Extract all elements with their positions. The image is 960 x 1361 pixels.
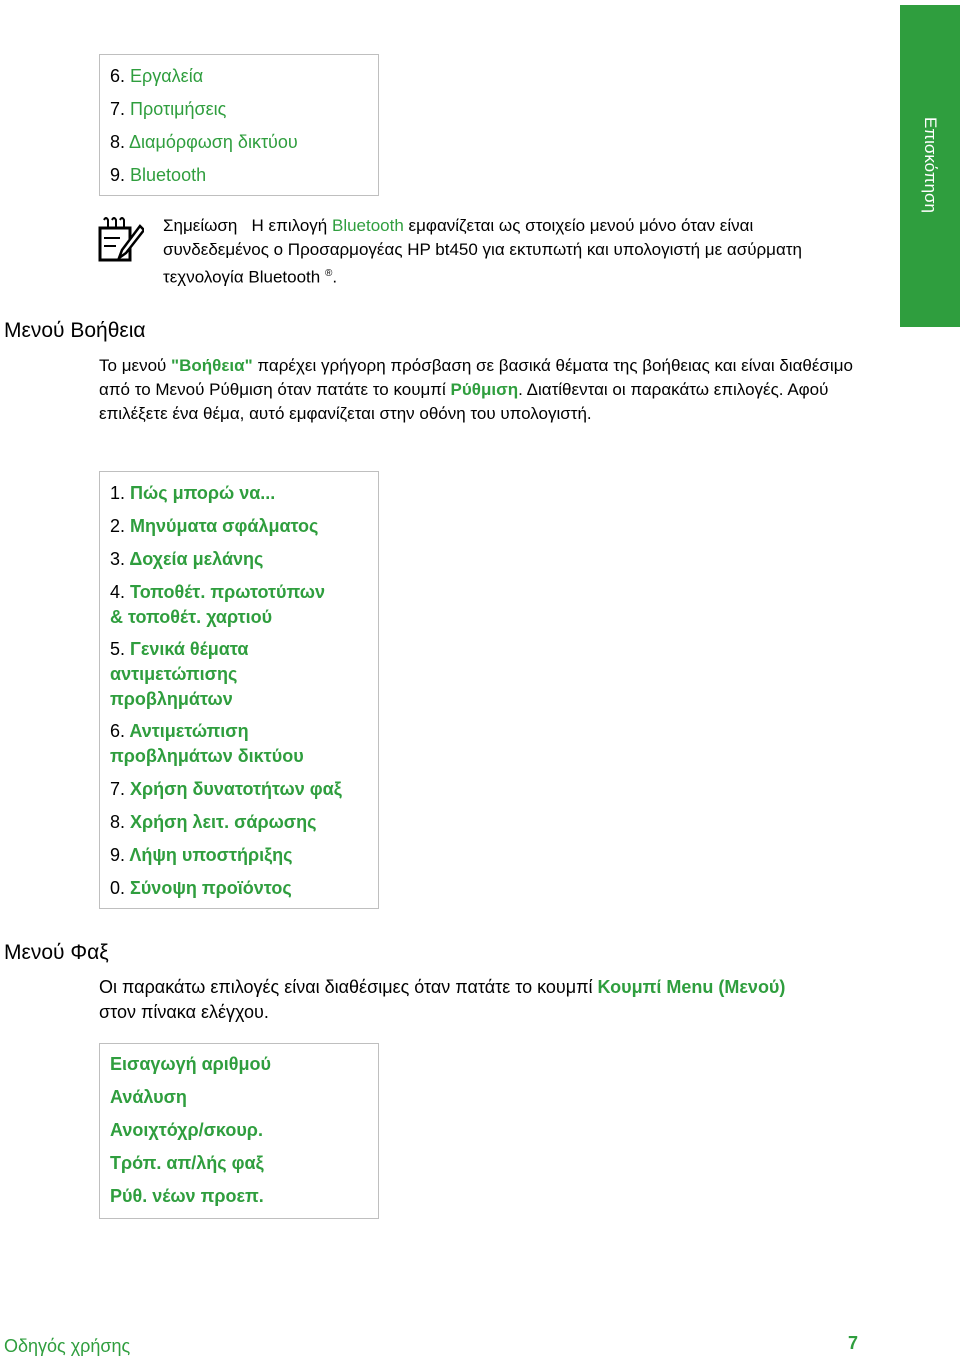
page-number: 7 xyxy=(848,1333,859,1353)
fax-menu-heading: Μενού Φαξ xyxy=(4,941,109,964)
note-text: Σημείωση Η επιλογή Bluetooth εμφανίζεται ως στοιχείο μενού μόνο όταν είναι συνδεδεμένος ο Προσαρμογέας HP bt450 για εκτυπωτή και υπολογιστή με ασύρματη τεχνολογία Bluetooth ®. xyxy=(163,216,802,287)
menu-item: Ρύθ. νέων προεπ. xyxy=(110,1186,264,1206)
menu-item: Εισαγωγή αριθμού xyxy=(110,1054,272,1074)
menu-item: 9. Bluetooth xyxy=(110,165,207,185)
note-icon xyxy=(98,216,144,264)
menu-item: 5. Γενικά θέματα αντιμετώπισης προβλημάτων xyxy=(110,639,249,709)
note-title: Σημείωση xyxy=(163,216,238,235)
menu-item: 6. Εργαλεία xyxy=(110,66,204,86)
menu-item: 8. Χρήση λειτ. σάρωσης xyxy=(110,812,317,832)
help-menu-description: Το μενού "Βοήθεια" παρέχει γρήγορη πρόσβαση σε βασικά θέματα της βοήθειας και είναι διαθέσιμο από το Μενού Ρύθμιση όταν πατάτε το κουμπί Ρύθμιση. Διατίθενται οι παρακάτω επιλογές. Αφού επιλέξετε ένα θέμα, αυτό εμφανίζεται στην οθόνη του υπολογιστή. xyxy=(99,356,853,423)
footer-title: Οδηγός χρήσης xyxy=(4,1336,131,1356)
section-tab-label: Επισκόπηση xyxy=(921,117,940,213)
menu-item: Τρόπ. απ/λής φαξ xyxy=(110,1153,264,1173)
note-highlight: Bluetooth xyxy=(331,216,404,235)
menu-item: 6. Αντιμετώπιση προβλημάτων δικτύου xyxy=(110,721,304,766)
fax-menu-box xyxy=(99,1043,379,1219)
menu-item: 7. Χρήση δυνατοτήτων φαξ xyxy=(110,779,342,799)
menu-item: 4. Τοποθέτ. πρωτοτύπων & τοποθέτ. χαρτιού xyxy=(110,582,325,627)
menu-item: 1. Πώς μπορώ να... xyxy=(110,483,276,503)
menu-item: Ανάλυση xyxy=(110,1087,187,1107)
section-tab xyxy=(900,5,960,327)
menu-item: 8. Διαμόρφωση δικτύου xyxy=(110,132,298,152)
network-menu-box xyxy=(99,54,379,196)
menu-item: 3. Δοχεία μελάνης xyxy=(110,549,264,569)
fax-menu-description: Οι παρακάτω επιλογές είναι διαθέσιμες όταν πατάτε το κουμπί Κουμπί Menu (Μενού) στον πίνακα ελέγχου. xyxy=(99,977,786,1022)
help-menu-box xyxy=(99,471,379,909)
help-menu-heading: Μενού Βοήθεια xyxy=(4,319,146,342)
menu-item: 9. Λήψη υποστήριξης xyxy=(110,845,293,865)
menu-item: 0. Σύνοψη προϊόντος xyxy=(110,878,292,898)
menu-item: 2. Μηνύματα σφάλματος xyxy=(110,516,319,536)
menu-item: 7. Προτιμήσεις xyxy=(110,99,227,119)
menu-item: Ανοιχτόχρ/σκουρ. xyxy=(110,1120,263,1140)
